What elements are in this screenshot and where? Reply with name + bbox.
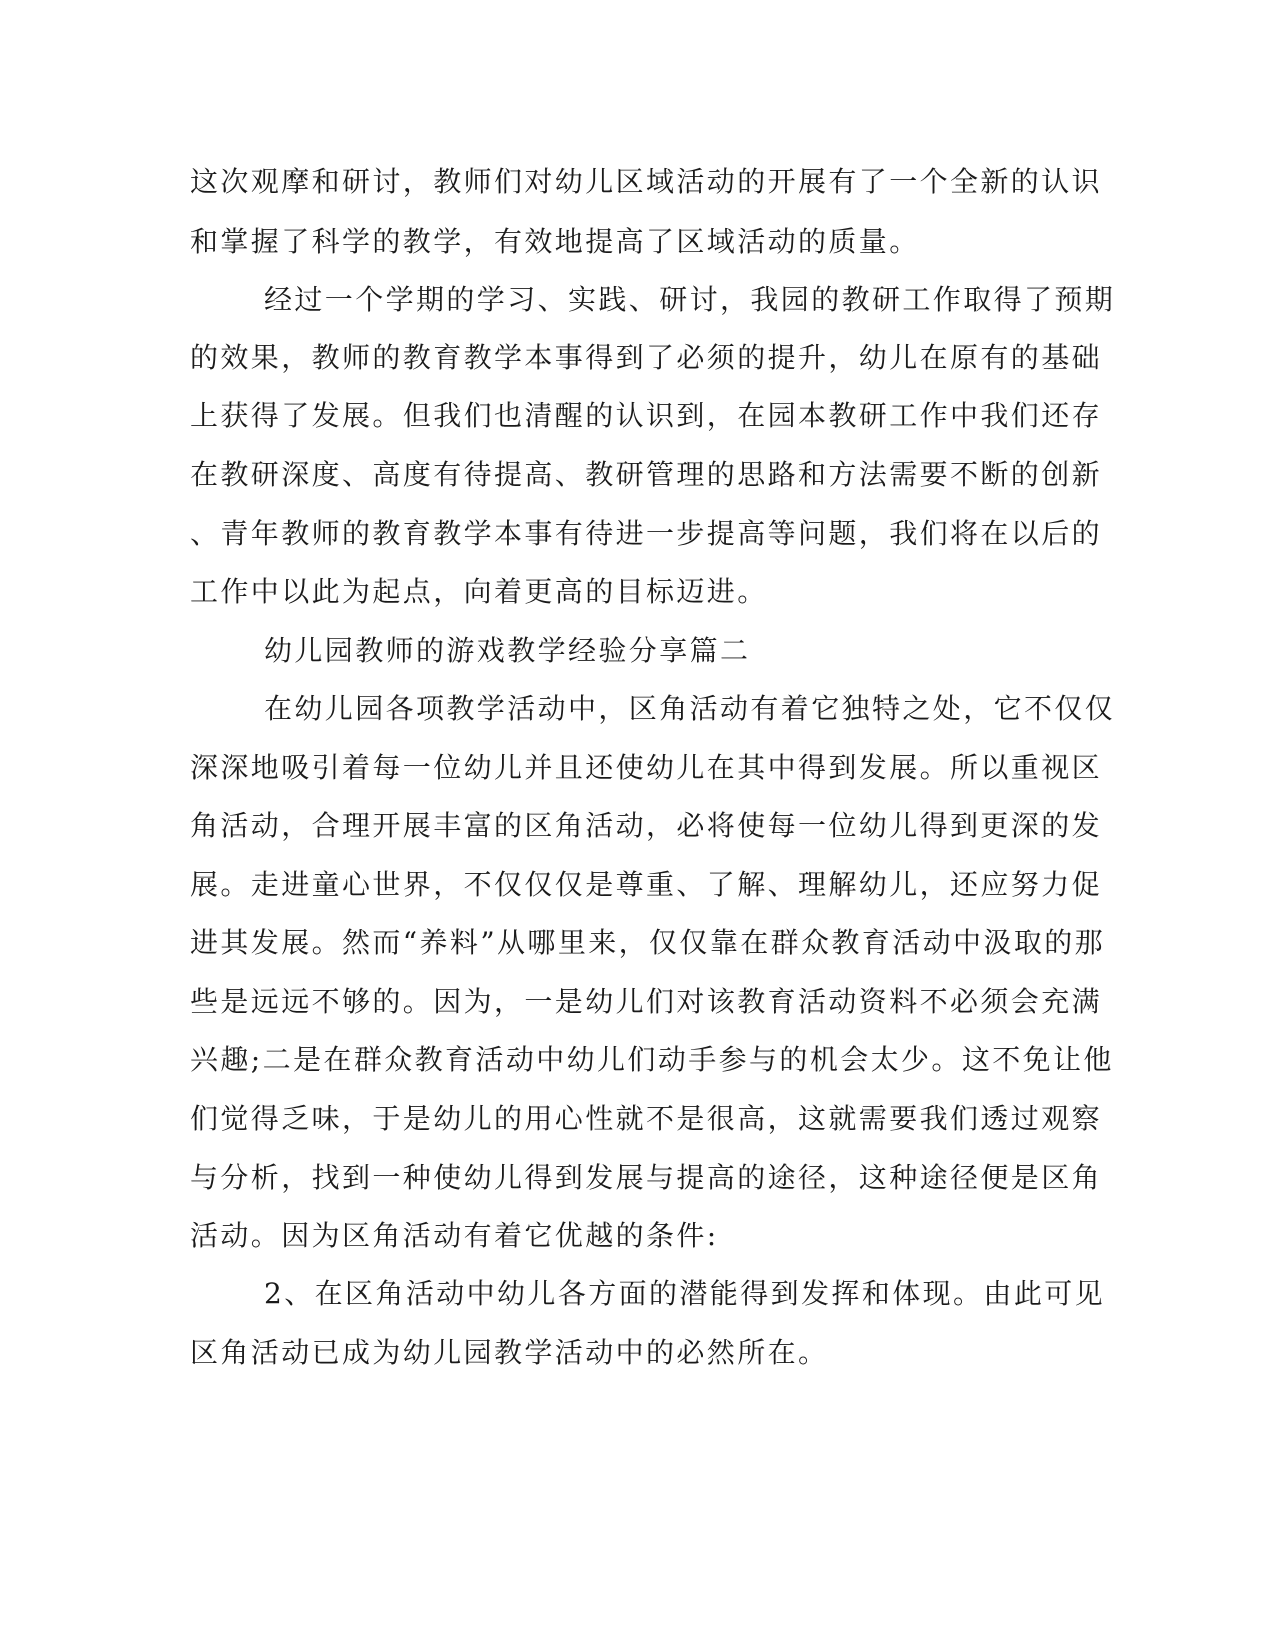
- text-line: 和掌握了科学的教学，有效地提高了区域活动的质量。: [190, 225, 920, 258]
- text-line: 经过一个学期的学习、实践、研讨，我园的教研工作取得了预期: [264, 283, 1116, 316]
- text-line: 兴趣;二是在群众教育活动中幼儿们动手参与的机会太少。这不免让他: [190, 1043, 1114, 1076]
- text-line: 这次观摩和研讨，教师们对幼儿区域活动的开展有了一个全新的认识: [190, 165, 1103, 198]
- text-line: 工作中以此为起点，向着更高的目标迈进。: [190, 575, 768, 608]
- section-heading: 幼儿园教师的游戏教学经验分享篇二: [264, 634, 751, 667]
- text-line: 们觉得乏味，于是幼儿的用心性就不是很高，这就需要我们透过观察: [190, 1102, 1103, 1135]
- text-line: 2、在区角活动中幼儿各方面的潜能得到发挥和体现。由此可见: [264, 1277, 1106, 1310]
- text-line: 展。走进童心世界，不仅仅仅是尊重、了解、理解幼儿，还应努力促: [190, 868, 1103, 901]
- text-line: 在幼儿园各项教学活动中，区角活动有着它独特之处，它不仅仅: [264, 692, 1116, 725]
- text-line: 在教研深度、高度有待提高、教研管理的思路和方法需要不断的创新: [190, 458, 1103, 491]
- text-line: 与分析，找到一种使幼儿得到发展与提高的途径，这种途径便是区角: [190, 1161, 1103, 1194]
- text-line: 深深地吸引着每一位幼儿并且还使幼儿在其中得到发展。所以重视区: [190, 751, 1103, 784]
- text-line: 活动。因为区角活动有着它优越的条件:: [190, 1219, 719, 1252]
- text-line: 进其发展。然而“养料”从哪里来，仅仅靠在群众教育活动中汲取的那: [190, 926, 1106, 959]
- text-line: 上获得了发展。但我们也清醒的认识到，在园本教研工作中我们还存: [190, 399, 1103, 432]
- text-line: 、青年教师的教育教学本事有待进一步提高等问题，我们将在以后的: [190, 517, 1103, 550]
- text-line: 些是远远不够的。因为，一是幼儿们对该教育活动资料不必须会充满: [190, 985, 1103, 1018]
- text-line: 的效果，教师的教育教学本事得到了必须的提升，幼儿在原有的基础: [190, 341, 1103, 374]
- text-line: 角活动，合理开展丰富的区角活动，必将使每一位幼儿得到更深的发: [190, 809, 1103, 842]
- text-line: 区角活动已成为幼儿园教学活动中的必然所在。: [190, 1336, 829, 1369]
